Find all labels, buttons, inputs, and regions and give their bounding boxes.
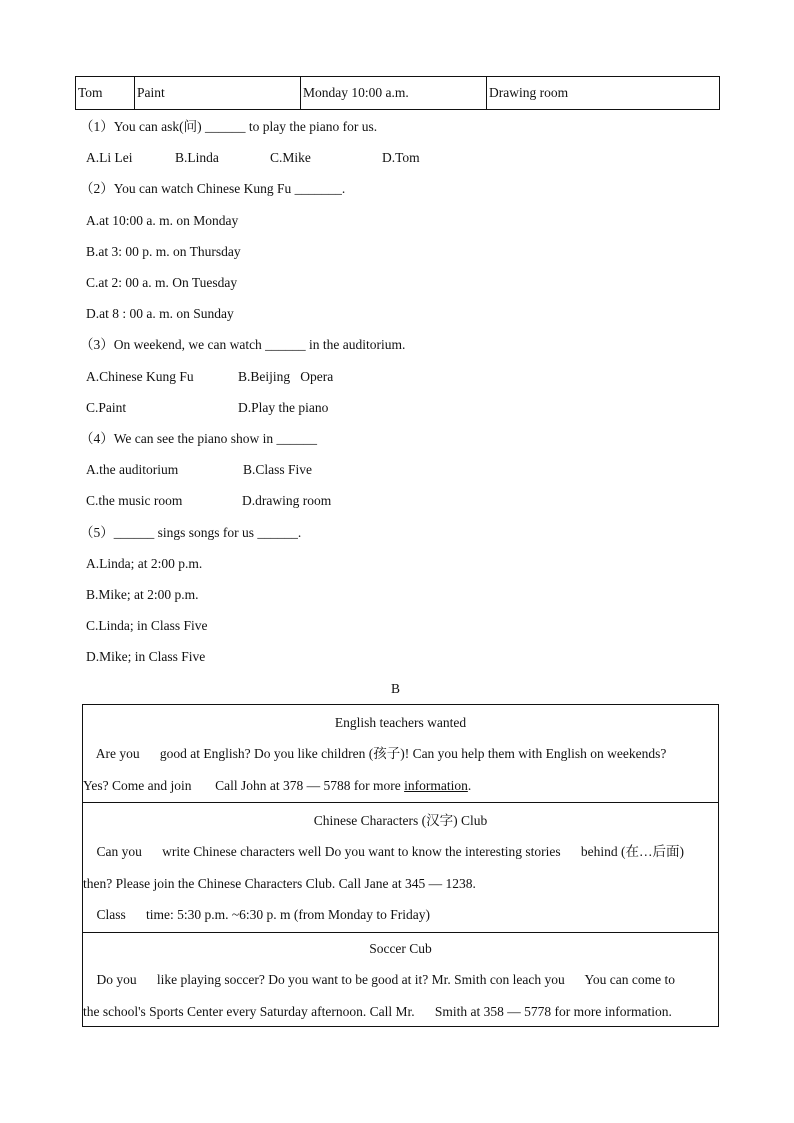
ad-title: English teachers wanted: [334, 715, 467, 730]
ad-text-line: Are you good at English? Do you like children (孩子)! Can you help them with English on weekends?: [83, 746, 667, 761]
question-3-option-d: D.Play the piano: [238, 400, 329, 415]
question-5-option-c: C.Linda; in Class Five: [86, 618, 208, 633]
schedule-table: [75, 76, 720, 110]
question-2-stem: （2）You can watch Chinese Kung Fu _______.: [80, 181, 346, 196]
question-2-option-a: A.at 10:00 a. m. on Monday: [86, 213, 239, 228]
ad-text-line: Class time: 5:30 p.m. ~6:30 p. m (from Monday to Friday): [83, 907, 431, 922]
question-4-option-b: B.Class Five: [243, 462, 313, 477]
ad-text-tail: .: [467, 778, 472, 793]
ad-text-line: the school's Sports Center every Saturday afternoon. Call Mr. Smith at 358 — 5778 for more information.: [83, 1004, 672, 1019]
table-row: [76, 77, 720, 110]
question-2-option-c: C.at 2: 00 a. m. On Tuesday: [86, 275, 238, 290]
question-5-stem: （5）______ sings songs for us ______.: [80, 525, 302, 540]
question-5-option-b: B.Mike; at 2:00 p.m.: [86, 587, 199, 602]
question-3-option-b: B.Beijing Opera: [238, 369, 334, 384]
ad-soccer-club: [83, 933, 718, 1028]
ad-text-line-with-link: [83, 778, 471, 794]
table-cell-name: Tom: [76, 77, 135, 110]
question-4-option-d: D.drawing room: [242, 493, 332, 508]
question-1-option-c: C.Mike: [270, 150, 311, 165]
table-cell-place: Drawing room: [487, 77, 720, 110]
question-4-option-a: A.the auditorium: [86, 462, 179, 477]
question-5-option-d: D.Mike; in Class Five: [86, 649, 206, 664]
table-cell-time: Monday 10:00 a.m.: [301, 77, 487, 110]
ads-box: [82, 704, 719, 1027]
ad-text: Yes? Come and join Call John at 378 — 5788 for more: [83, 778, 405, 793]
section-b-label: B: [391, 681, 401, 696]
ad-title: Chinese Characters (汉字) Club: [313, 813, 488, 828]
question-3-option-c: C.Paint: [86, 400, 127, 415]
question-5-option-a: A.Linda; at 2:00 p.m.: [86, 556, 203, 571]
ad-text-line: Can you write Chinese characters well Do you want to know the interesting stories behind (在…后面): [83, 844, 685, 859]
question-2-option-d: D.at 8 : 00 a. m. on Sunday: [86, 306, 234, 321]
question-4-stem: （4）We can see the piano show in ______: [80, 431, 317, 446]
question-3-option-a: A.Chinese Kung Fu: [86, 369, 194, 384]
information-link[interactable]: information: [404, 778, 468, 793]
ad-chinese-characters-club: [83, 803, 718, 933]
question-4-option-c: C.the music room: [86, 493, 183, 508]
question-2-option-b: B.at 3: 00 p. m. on Thursday: [86, 244, 241, 259]
ad-title: Soccer Cub: [369, 941, 432, 956]
question-1-option-a: A.Li Lei: [86, 150, 133, 165]
question-1-option-d: D.Tom: [382, 150, 420, 165]
question-1-stem: （1）You can ask(问) ______ to play the piano for us.: [80, 119, 378, 134]
question-1-option-b: B.Linda: [175, 150, 219, 165]
ad-english-teachers: [83, 705, 718, 803]
ad-text-line: Do you like playing soccer? Do you want to be good at it? Mr. Smith con leach you You can come to: [83, 972, 676, 987]
question-3-stem: （3）On weekend, we can watch ______ in the auditorium.: [80, 337, 406, 352]
table-cell-activity: Paint: [135, 77, 301, 110]
ad-text-line: then? Please join the Chinese Characters Club. Call Jane at 345 — 1238.: [83, 876, 476, 891]
